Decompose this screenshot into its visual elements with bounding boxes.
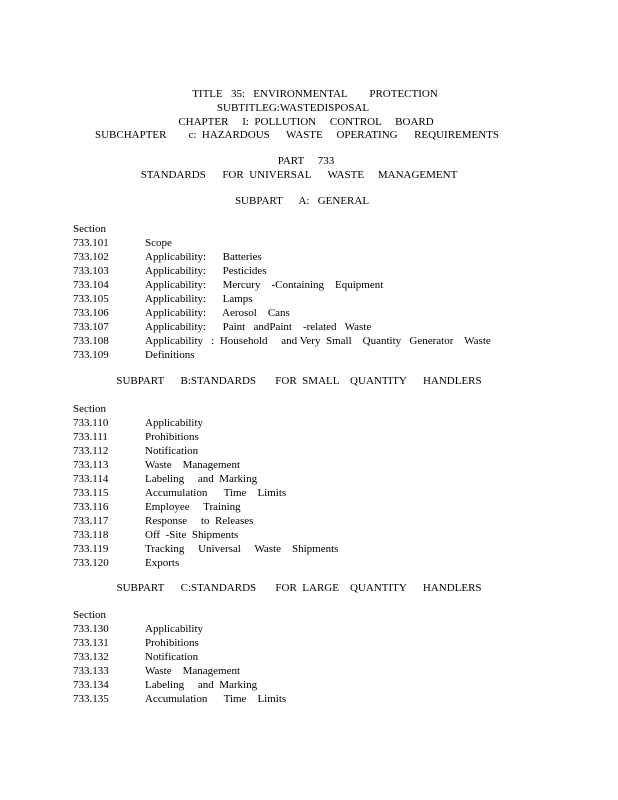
section-title: Labeling and Marking — [145, 473, 258, 485]
section-number: 733.103 — [73, 265, 109, 277]
part-title-line: STANDARDS FOR UNIVERSAL WASTE MANAGEMENT — [140, 169, 458, 181]
section-number: 733.134 — [73, 679, 109, 691]
section-number: 733.119 — [73, 543, 109, 555]
section-title: Applicability: Mercury -Containing Equipment — [145, 279, 384, 291]
section-title: Definitions — [145, 349, 195, 361]
section-title: Exports — [145, 557, 180, 569]
section-title: Accumulation Time Limits — [145, 693, 287, 705]
section-title: Response to Releases — [145, 515, 254, 527]
subpart-a-heading: SUBPART A: GENERAL — [234, 195, 370, 207]
subpart-b-heading: SUBPART B:STANDARDS FOR SMALL QUANTITY HANDLERS — [116, 375, 482, 387]
section-number: 733.111 — [73, 431, 108, 443]
section-title: Applicability — [145, 623, 204, 635]
section-number: 733.109 — [73, 349, 109, 361]
section-title: Waste Management — [145, 665, 241, 677]
subtitle-line: SUBTITLEG:WASTEDISPOSAL — [216, 102, 370, 114]
subpart-c-section-label: Section — [73, 609, 106, 621]
section-title: Scope — [145, 237, 172, 249]
section-number: 733.106 — [73, 307, 109, 319]
section-title: Notification — [145, 651, 199, 663]
section-title: Applicability — [145, 417, 204, 429]
section-number: 733.115 — [73, 487, 109, 499]
section-title: Prohibitions — [145, 431, 199, 443]
section-number: 733.131 — [73, 637, 109, 649]
section-title: Employee Training — [145, 501, 241, 513]
title-line: TITLE 35: ENVIRONMENTAL PROTECTION — [192, 88, 438, 100]
section-number: 733.105 — [73, 293, 109, 305]
section-number: 733.120 — [73, 557, 109, 569]
section-title: Applicability: Pesticides — [145, 265, 267, 277]
section-title: Applicability: Batteries — [145, 251, 262, 263]
section-number: 733.133 — [73, 665, 109, 677]
section-title: Tracking Universal Waste Shipments — [145, 543, 339, 555]
subpart-c-heading: SUBPART C:STANDARDS FOR LARGE QUANTITY HANDLERS — [116, 582, 482, 594]
section-title: Accumulation Time Limits — [145, 487, 287, 499]
section-number: 733.112 — [73, 445, 109, 457]
section-number: 733.132 — [73, 651, 109, 663]
section-number: 733.117 — [73, 515, 109, 527]
section-number: 733.108 — [73, 335, 109, 347]
section-number: 733.102 — [73, 251, 109, 263]
section-title: Applicability : Household and Very Small Quantity Generator Waste — [145, 335, 491, 347]
section-title: Waste Management — [145, 459, 241, 471]
section-title: Applicability: Aerosol Cans — [145, 307, 290, 319]
section-title: Notification — [145, 445, 199, 457]
section-number: 733.101 — [73, 237, 109, 249]
part-line: PART 733 — [277, 155, 335, 167]
section-number: 733.116 — [73, 501, 109, 513]
section-number: 733.130 — [73, 623, 109, 635]
section-title: Applicability: Lamps — [145, 293, 253, 305]
section-title: Applicability: Paint andPaint -related Waste — [145, 321, 372, 333]
section-title: Labeling and Marking — [145, 679, 258, 691]
section-number: 733.110 — [73, 417, 109, 429]
section-number: 733.104 — [73, 279, 109, 291]
subpart-a-section-label: Section — [73, 223, 106, 235]
subpart-b-section-label: Section — [73, 403, 106, 415]
section-number: 733.107 — [73, 321, 109, 333]
section-number: 733.113 — [73, 459, 109, 471]
section-number: 733.118 — [73, 529, 109, 541]
section-title: Prohibitions — [145, 637, 199, 649]
section-number: 733.114 — [73, 473, 109, 485]
section-number: 733.135 — [73, 693, 109, 705]
section-title: Off -Site Shipments — [145, 529, 239, 541]
subchapter-line: SUBCHAPTER c: HAZARDOUS WASTE OPERATING REQUIREMENTS — [94, 129, 500, 141]
chapter-line: CHAPTER I: POLLUTION CONTROL BOARD — [178, 116, 434, 128]
